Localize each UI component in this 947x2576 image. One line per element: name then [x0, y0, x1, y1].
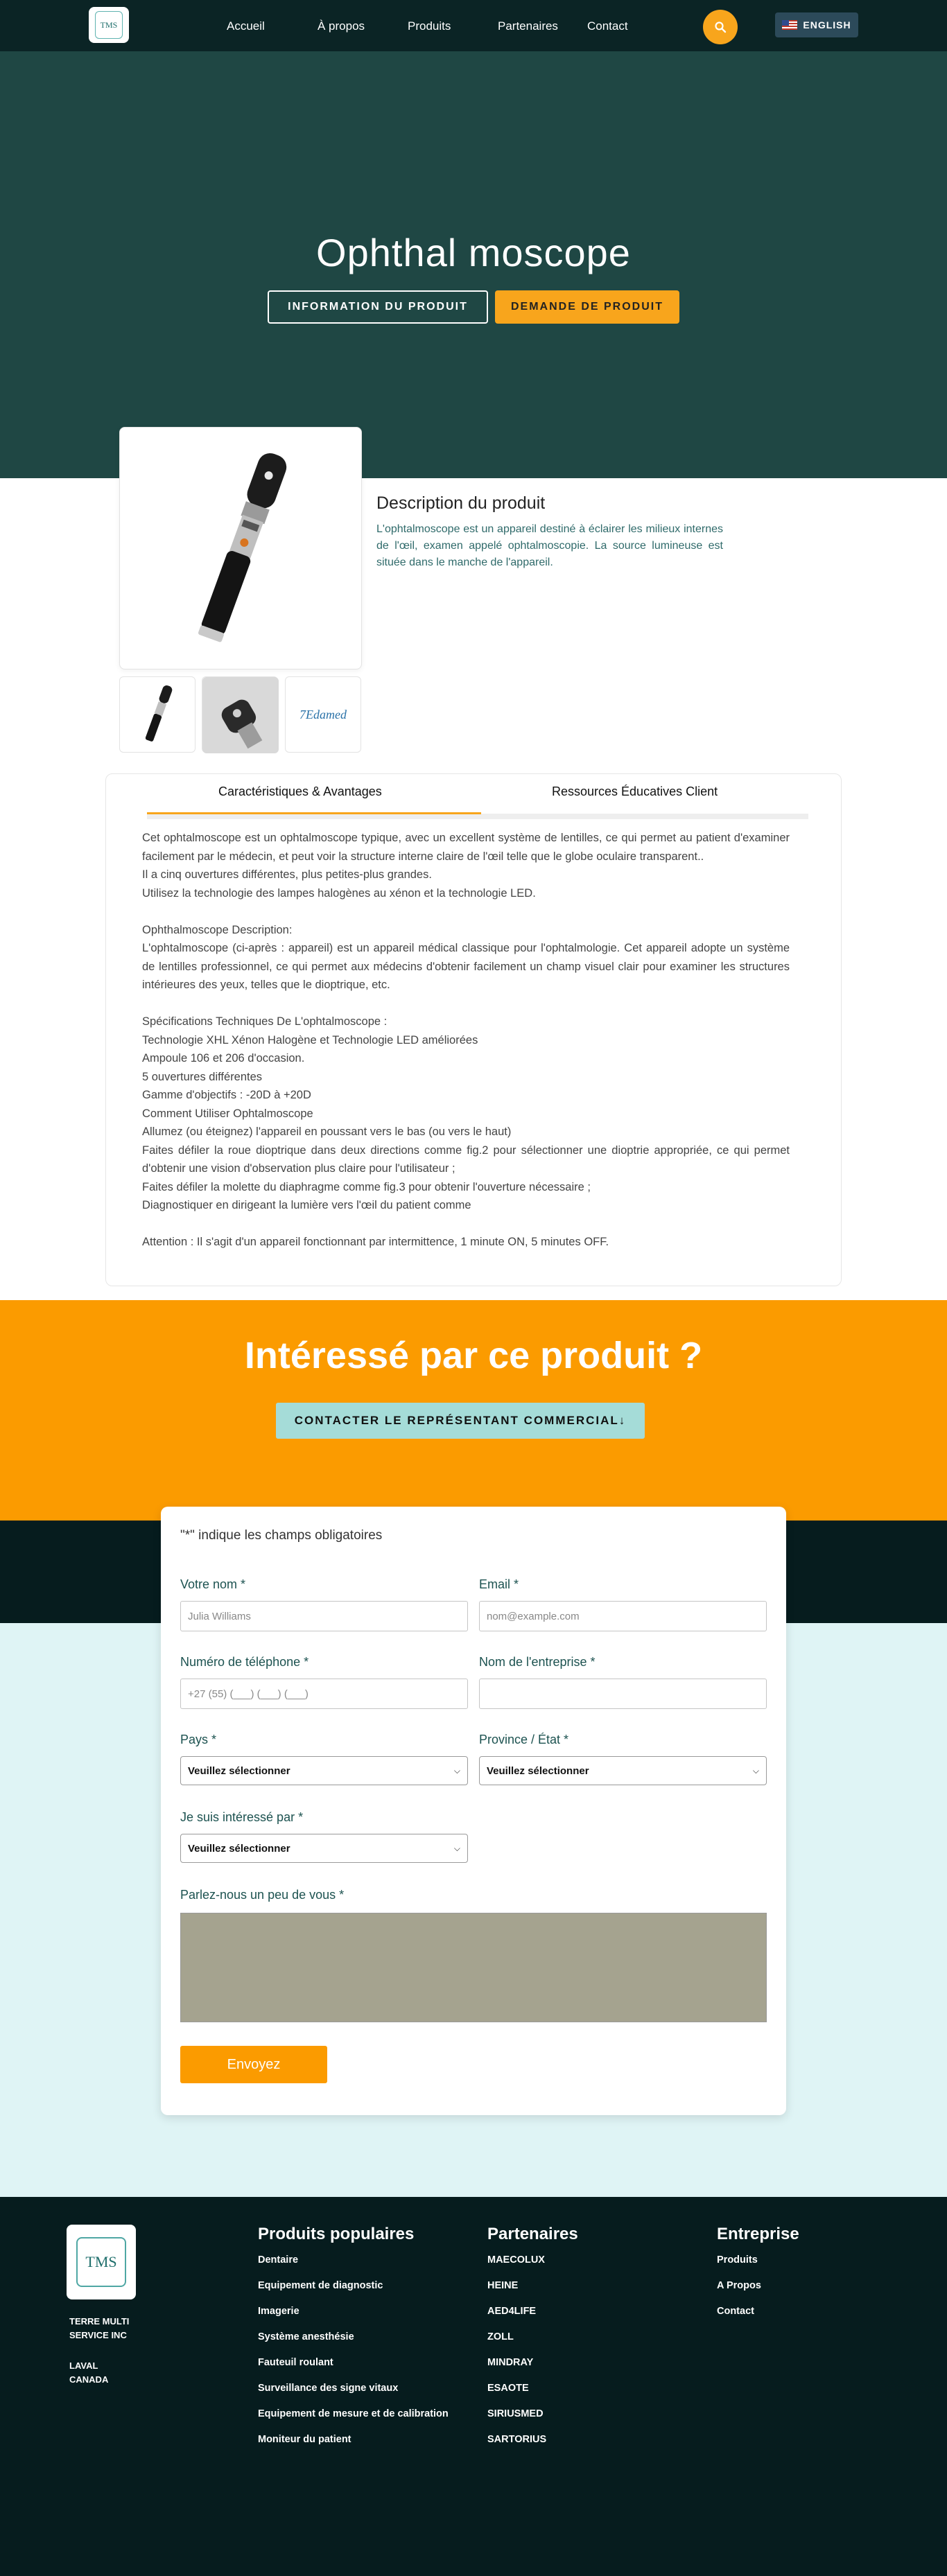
ophthalmoscope-thumb-image — [120, 677, 196, 753]
tab-spacer — [142, 995, 790, 1013]
footer-popular-link[interactable]: Moniteur du patient — [258, 2434, 351, 2445]
product-thumb-2[interactable] — [202, 676, 278, 753]
interest-label: Je suis intéressé par * — [180, 1810, 304, 1824]
tab-spacer — [142, 902, 790, 921]
footer-partner-link[interactable]: ESAOTE — [487, 2383, 529, 2394]
tab-spacer — [142, 1215, 790, 1234]
tab-paragraph: Technologie XHL Xénon Halogène et Technologie LED améliorées — [142, 1033, 478, 1046]
logo-mark: TMS — [95, 11, 123, 39]
footer-logo-mark: TMS — [76, 2237, 126, 2287]
us-flag-icon — [782, 20, 797, 30]
ophthalmoscope-image — [120, 428, 363, 670]
tab-paragraph: Faites défiler la molette du diaphragme comme fig.3 pour obtenir l'ouverture nécessaire ; — [142, 1180, 591, 1193]
tab-paragraph: 5 ouvertures différentes — [142, 1070, 263, 1083]
footer-company-link[interactable]: Contact — [717, 2306, 754, 2317]
footer-partners-title: Partenaires — [487, 2225, 578, 2243]
province-select-value: Veuillez sélectionner — [487, 1764, 589, 1777]
footer-country: CANADA — [69, 2374, 109, 2385]
top-navbar — [0, 0, 947, 51]
tab-educational-resources[interactable]: Ressources Éducatives Client — [552, 785, 718, 798]
language-label: ENGLISH — [803, 19, 851, 30]
company-label: Nom de l'entreprise * — [479, 1655, 596, 1669]
search-icon — [714, 21, 727, 33]
tab-paragraph: Cet ophtalmoscope est un ophtalmoscope typique, avec un excellent système de lentilles, ce qui permet au patient d'examiner facilement par le médecin, et peut voir la structure interne claire de l'œil telle que le globe oculaire transparent.. — [142, 832, 790, 863]
phone-label: Numéro de téléphone * — [180, 1655, 309, 1669]
tab-content — [142, 829, 790, 1252]
footer-company-line2: SERVICE INC — [69, 2330, 127, 2340]
tab-paragraph: L'ophtalmoscope (ci-après : appareil) est un appareil médical classique pour l'ophtalmologie. Cet appareil adopte un système de lentilles professionnel, ce qui permet aux médecins d'obtenir facilement un champ visuel clair pour examiner les structures intérieures des yeux, telles que le dioptrique, etc. — [142, 942, 790, 991]
nav-link-accueil[interactable]: Accueil — [227, 19, 265, 33]
footer-partner-link[interactable]: SARTORIUS — [487, 2434, 547, 2445]
interest-select-value: Veuillez sélectionner — [188, 1842, 290, 1855]
name-field[interactable]: Julia Williams — [180, 1601, 468, 1631]
footer-popular-title: Produits populaires — [258, 2225, 415, 2243]
product-thumb-1[interactable] — [119, 676, 196, 753]
nav-link-produits[interactable]: Produits — [408, 19, 451, 33]
footer-city: LAVAL — [69, 2360, 98, 2371]
province-label: Province / État * — [479, 1733, 569, 1746]
tab-paragraph: Attention : Il s'agit d'un appareil fonctionnant par intermittence, 1 minute ON, 5 minutes OFF. — [142, 1236, 609, 1248]
description-text: L'ophtalmoscope est un appareil destiné à éclairer les milieux internes de l'œil, examen appelé ophtalmoscopie. La source lumineuse est située dans le manche de l'appareil. — [376, 523, 723, 568]
interest-select[interactable] — [180, 1834, 468, 1863]
product-thumb-3[interactable] — [285, 676, 361, 753]
name-label: Votre nom * — [180, 1577, 246, 1591]
footer-partner-link[interactable]: MINDRAY — [487, 2357, 534, 2368]
tab-paragraph: Ampoule 106 et 206 d'occasion. — [142, 1052, 305, 1064]
product-request-button[interactable]: DEMANDE DE PRODUIT — [495, 290, 679, 324]
footer-partner-link[interactable]: ZOLL — [487, 2331, 514, 2342]
footer-popular-link[interactable]: Equipement de diagnostic — [258, 2280, 383, 2291]
site-logo[interactable] — [89, 7, 129, 43]
footer-popular-link[interactable]: Dentaire — [258, 2254, 299, 2266]
country-select[interactable] — [180, 1756, 468, 1785]
country-label: Pays * — [180, 1733, 217, 1746]
tab-track — [147, 814, 808, 819]
tab-paragraph: Allumez (ou éteignez) l'appareil en poussant vers le bas (ou vers le haut) — [142, 1125, 512, 1138]
footer-popular-link[interactable]: Système anesthésie — [258, 2331, 354, 2342]
interest-title: Intéressé par ce produit ? — [244, 1335, 703, 1376]
search-button[interactable] — [703, 10, 738, 44]
phone-field[interactable]: +27 (55) (___) (___) (___) — [180, 1679, 468, 1709]
tab-paragraph: Il a cinq ouvertures différentes, plus petites-plus grandes. — [142, 868, 432, 881]
tab-paragraph: Diagnostiquer en dirigeant la lumière vers l'œil du patient comme — [142, 1199, 471, 1211]
nav-link-partenaires[interactable]: Partenaires — [498, 19, 558, 33]
nav-link-contact[interactable]: Contact — [587, 19, 628, 33]
footer-partner-link[interactable]: MAECOLUX — [487, 2254, 545, 2266]
chevron-down-icon: ⌵ — [453, 1765, 460, 1776]
product-info-button[interactable]: INFORMATION DU PRODUIT — [268, 290, 488, 324]
description-title: Description du produit — [376, 493, 546, 513]
brand-logo-text: 7Edamed — [299, 707, 347, 721]
tab-paragraph: Utilisez la technologie des lampes halogènes au xénon et la technologie LED. — [142, 886, 536, 900]
footer-company-link[interactable]: A Propos — [717, 2280, 761, 2291]
page-title: Ophthal moscope — [316, 231, 631, 274]
company-field[interactable] — [479, 1679, 767, 1709]
tab-paragraph: Gamme d'objectifs : -20D à +20D — [142, 1089, 311, 1101]
footer-company-title: Entreprise — [717, 2225, 799, 2243]
product-main-image[interactable] — [119, 427, 362, 669]
footer-popular-link[interactable]: Fauteuil roulant — [258, 2357, 333, 2368]
site-footer — [0, 2197, 947, 2576]
about-label: Parlez-nous un peu de vous * — [180, 1888, 345, 1902]
footer-partner-link[interactable]: SIRIUSMED — [487, 2408, 544, 2419]
tab-paragraph: Faites défiler la roue dioptrique dans deux directions comme fig.2 pour sélectionner une dioptrie appropriée, ce qui permet d'obtenir une vision d'observation plus claire pour l'utilisateur ; — [142, 1144, 790, 1175]
required-note: "*" indique les champs obligatoires — [180, 1528, 383, 1543]
submit-button[interactable]: Envoyez — [180, 2046, 327, 2083]
tab-paragraph: Ophthalmoscope Description: — [142, 923, 293, 936]
hero-section — [0, 51, 947, 478]
footer-company-line1: TERRE MULTI — [69, 2316, 130, 2327]
tab-active-indicator — [147, 812, 481, 814]
footer-popular-link[interactable]: Surveillance des signe vitaux — [258, 2383, 399, 2394]
language-switcher[interactable] — [775, 12, 858, 37]
footer-popular-link[interactable]: Equipement de mesure et de calibration — [258, 2408, 449, 2419]
chevron-down-icon: ⌵ — [752, 1765, 759, 1776]
chevron-down-icon: ⌵ — [453, 1843, 460, 1853]
country-select-value: Veuillez sélectionner — [188, 1764, 290, 1777]
province-select[interactable] — [479, 1756, 767, 1785]
email-label: Email * — [479, 1577, 519, 1591]
contact-sales-button[interactable]: CONTACTER LE REPRÉSENTANT COMMERCIAL↓ — [276, 1403, 645, 1439]
footer-address — [69, 2359, 108, 2387]
email-field[interactable]: nom@example.com — [479, 1601, 767, 1631]
nav-link-a-propos[interactable]: À propos — [318, 19, 365, 33]
footer-popular-link[interactable]: Imagerie — [258, 2306, 299, 2317]
footer-logo[interactable] — [67, 2225, 136, 2299]
footer-company-link[interactable]: Produits — [717, 2254, 758, 2266]
footer-partner-link[interactable]: HEINE — [487, 2280, 519, 2291]
tab-paragraph: Spécifications Techniques De L'ophtalmoscope : — [142, 1015, 388, 1028]
ophthalmoscope-head-image — [202, 677, 279, 753]
tab-paragraph: Comment Utiliser Ophtalmoscope — [142, 1107, 313, 1120]
footer-partner-link[interactable]: AED4LIFE — [487, 2306, 537, 2317]
about-textarea[interactable] — [180, 1913, 767, 2022]
tab-features[interactable]: Caractéristiques & Avantages — [218, 785, 382, 798]
footer-company-name — [69, 2315, 129, 2342]
